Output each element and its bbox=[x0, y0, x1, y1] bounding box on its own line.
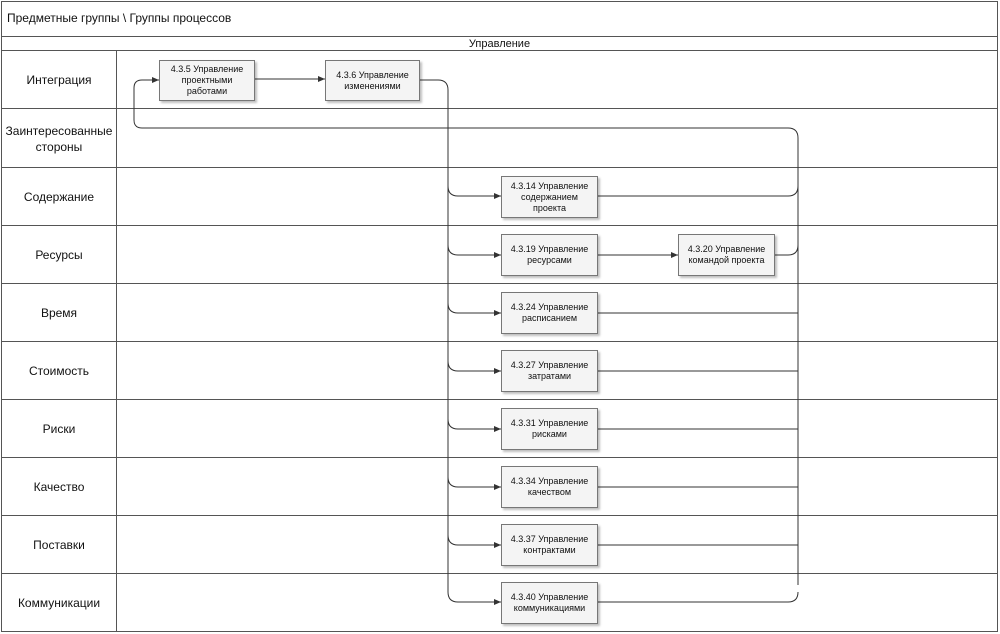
lane-label: Стоимость bbox=[28, 364, 90, 378]
process-box-4-3-19[interactable] bbox=[501, 234, 598, 276]
process-label: 4.3.27 Управление затратами bbox=[510, 360, 589, 381]
process-label: 4.3.37 Управление контрактами bbox=[510, 534, 589, 555]
lane-label: Содержание bbox=[23, 190, 95, 204]
lane-label: Коммуникации bbox=[17, 596, 101, 610]
process-label: 4.3.19 Управление ресурсами bbox=[510, 244, 589, 265]
process-label: 4.3.40 Управление коммуникациями bbox=[510, 592, 589, 613]
connector-to-4327 bbox=[448, 361, 501, 371]
connector-from-4340 bbox=[598, 592, 798, 602]
column-header-management: Управление bbox=[1, 37, 998, 51]
connector-to-4324 bbox=[448, 303, 501, 313]
connector-from-4320 bbox=[775, 245, 798, 255]
process-label: 4.3.24 Управление расписанием bbox=[510, 302, 589, 323]
process-box-4-3-27[interactable] bbox=[501, 350, 598, 392]
process-box-4-3-24[interactable] bbox=[501, 292, 598, 334]
process-box-4-3-14[interactable] bbox=[501, 176, 598, 218]
process-box-4-3-37[interactable] bbox=[501, 524, 598, 566]
lane-label: Заинтересованные стороны bbox=[5, 123, 113, 154]
process-label: 4.3.20 Управление командой проекта bbox=[687, 244, 766, 265]
process-label: 4.3.34 Управление качеством bbox=[510, 476, 589, 497]
process-label: 4.3.6 Управление изменениями bbox=[336, 69, 409, 91]
connector-trunk-from-436 bbox=[420, 80, 501, 602]
connector-to-4337 bbox=[448, 535, 501, 545]
lane-label: Время bbox=[40, 306, 78, 320]
process-label: 4.3.5 Управление проектными работами bbox=[170, 64, 244, 96]
process-box-4-3-34[interactable] bbox=[501, 466, 598, 508]
lane-label: Ресурсы bbox=[35, 248, 83, 262]
process-box-4-3-31[interactable] bbox=[501, 408, 598, 450]
process-box-4-3-5[interactable] bbox=[159, 60, 255, 101]
process-box-4-3-6[interactable] bbox=[325, 60, 420, 101]
process-box-4-3-40[interactable] bbox=[501, 582, 598, 624]
connector-to-4334 bbox=[448, 477, 501, 487]
connector-to-4319 bbox=[448, 245, 501, 255]
process-label: 4.3.14 Управление содержанием проекта bbox=[510, 180, 589, 213]
connector-to-4331 bbox=[448, 419, 501, 429]
lane-label: Поставки bbox=[33, 538, 85, 552]
diagram-title: Предметные группы \ Группы процессов bbox=[7, 11, 232, 25]
lane-label: Риски bbox=[42, 422, 76, 436]
connector-loop-to-435 bbox=[134, 80, 798, 585]
connector-from-4314 bbox=[598, 186, 798, 196]
process-label: 4.3.31 Управление рисками bbox=[510, 418, 589, 439]
process-box-4-3-20[interactable] bbox=[678, 234, 775, 276]
connector-to-4314 bbox=[448, 186, 501, 196]
lane-label: Качество bbox=[33, 480, 85, 494]
lane-label: Интеграция bbox=[26, 73, 92, 87]
